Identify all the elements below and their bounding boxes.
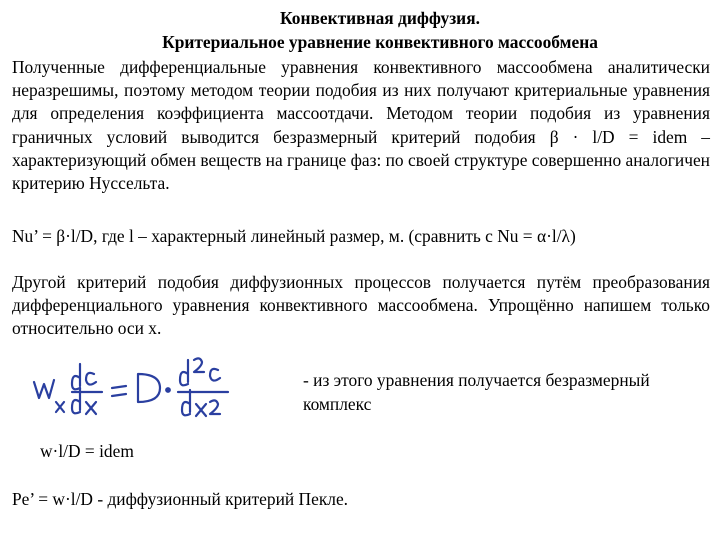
- handwritten-equation-image: [28, 352, 288, 432]
- paragraph-intro: Полученные дифференциальные уравнения конвективного массообмена аналитически неразрешимы, поэтому методом теории подобия из них получают критериальные уравнения для определения коэффициента массоотдачи. Методом теории подобия из уравнения граничных условий выводится безразмерный критерий подобия β · l/D = idem – характеризующий обмен веществ на границе фаз: по своей структуре совершенно аналогичен критерию Нуссельта.: [12, 57, 710, 194]
- dimensionless-complex-line: w·l/D = idem: [40, 441, 134, 461]
- nusselt-criterion-line: Nu’ = β·l/D, где l – характерный линейный размер, м. (сравнить с Nu = α·l/λ): [12, 226, 576, 246]
- equation-note: - из этого уравнения получается безразмерный комплекс: [303, 370, 650, 414]
- title-line-2: Критериальное уравнение конвективного массообмена: [162, 32, 598, 52]
- title-line-1: Конвективная диффузия.: [280, 8, 480, 28]
- peclet-criterion-line: Pe’ = w·l/D - диффузионный критерий Пекле.: [12, 489, 349, 509]
- paragraph-peclet-intro: Другой критерий подобия диффузионных процессов получается путём преобразования дифференциального уравнения конвективного массообмена. Упрощённо напишем только относительно оси x.: [12, 272, 710, 339]
